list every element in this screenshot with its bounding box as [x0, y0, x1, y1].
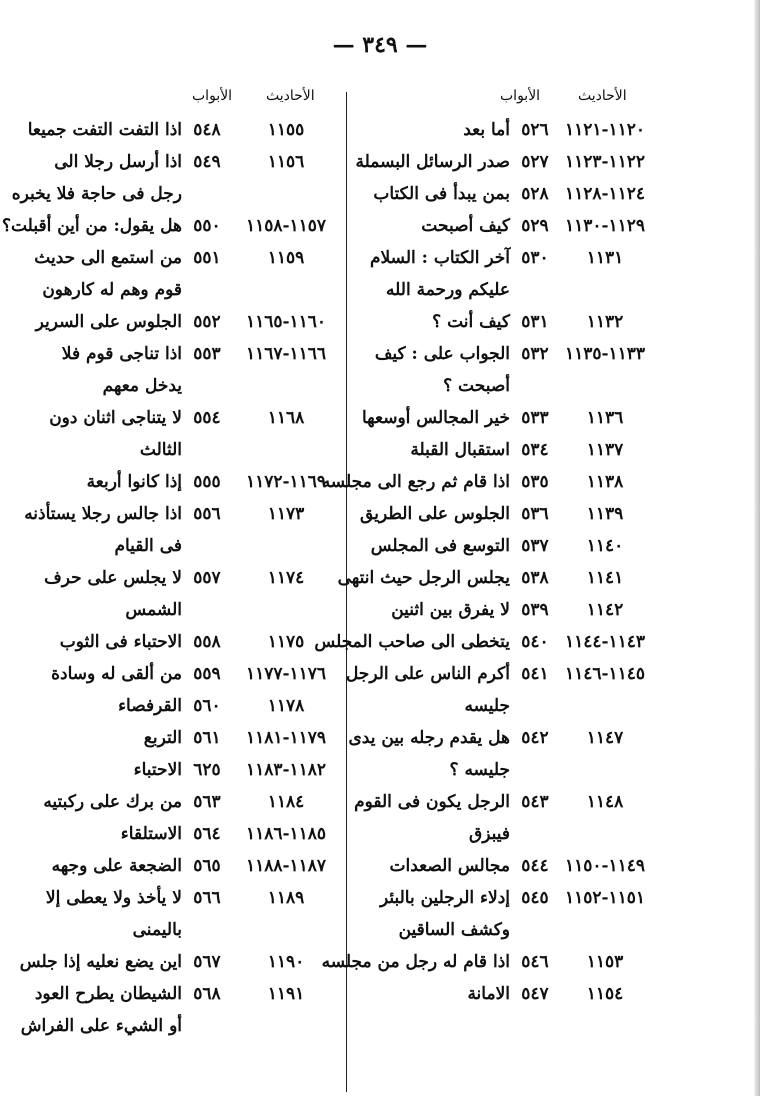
- index-entry: [360, 850, 690, 882]
- chapter-number: ٥٢٦: [521, 120, 549, 140]
- chapter-title-continuation: يدخل معهم: [102, 376, 182, 396]
- chapter-title: الرجل يكون فى القوم: [354, 792, 510, 812]
- index-entry: [22, 562, 352, 626]
- chapter-title-continuation: فيبزق: [469, 824, 510, 844]
- chapter-title: لا يتناجى اثنان دون: [49, 408, 182, 428]
- page-edge-shadow: [754, 0, 760, 1096]
- hadith-numbers: ١١٢٩-١١٣٠: [564, 216, 646, 236]
- chapter-number: ٥٤٦: [521, 952, 549, 972]
- chapter-number: ٥٢٧: [521, 152, 549, 172]
- chapter-title: استقبال القبلة: [410, 440, 510, 460]
- chapter-number: ٥٥٦: [193, 504, 221, 524]
- index-column-left: [1, 86, 352, 1042]
- chapter-number: ٥٤٢: [521, 728, 549, 748]
- hadith-numbers: ١١٥٧-١١٥٨: [245, 216, 327, 236]
- chapter-title: الضجعة على وجهه: [51, 856, 182, 876]
- index-entry: [22, 818, 352, 850]
- chapter-number: ٥٣٦: [521, 504, 549, 524]
- hadith-numbers: ١١٤٧: [586, 728, 624, 748]
- entries: [1, 114, 352, 1042]
- chapter-title: كيف أصبحت: [421, 216, 510, 236]
- hadith-numbers: ١١٤٠: [586, 536, 624, 556]
- hadith-numbers: ١١٦٩-١١٧٢: [245, 472, 327, 492]
- chapter-number: ٥٣٠: [521, 248, 549, 268]
- entry-line: [314, 626, 690, 658]
- chapter-number: ٥٥٨: [193, 632, 221, 652]
- index-entry: [1, 210, 352, 242]
- entry-line: [360, 850, 690, 882]
- chapter-number: ٥٣٣: [521, 408, 549, 428]
- chapter-title: آخر الكتاب : السلام: [370, 248, 510, 268]
- chapter-title: اذا التفت التفت جميعا: [27, 120, 182, 140]
- chapter-title: صدر الرسائل البسملة: [355, 152, 510, 172]
- hadith-numbers: ١١٤٩-١١٥٠: [564, 856, 646, 876]
- chapter-title: اذا جالس رجلا يستأذنه: [24, 504, 182, 524]
- chapter-title-continuation: رجل فى حاجة فلا يخبره: [11, 184, 182, 204]
- hadith-numbers: ١١٥٣: [586, 952, 624, 972]
- entry-line: [360, 306, 690, 338]
- chapter-title: اذا تناجى قوم فلا: [61, 344, 182, 364]
- index-entry: [22, 690, 352, 722]
- hadith-numbers: ١١٤٣-١١٤٤: [564, 632, 646, 652]
- hadith-numbers: ١١٥٦: [267, 152, 305, 172]
- index-entry: [360, 242, 690, 306]
- index-entry: [360, 178, 690, 210]
- chapter-title: بمن يبدأ فى الكتاب: [373, 184, 510, 204]
- chapter-number: ٥٥٩: [193, 664, 221, 684]
- chapter-number: ٥٥٤: [193, 408, 221, 428]
- entry-line: [360, 338, 690, 370]
- chapter-number: ٥٣١: [521, 312, 549, 332]
- chapter-title: من استمع الى حديث: [34, 248, 182, 268]
- chapter-number: ٥٣٧: [521, 536, 549, 556]
- chapter-title: يتخطى الى صاحب المجلس: [314, 632, 510, 652]
- entry-line: [22, 338, 352, 370]
- entry-line: [360, 434, 690, 466]
- chapter-title: الاحتباء: [133, 760, 182, 780]
- entry-continuation-line: [22, 530, 352, 562]
- index-entry: [348, 722, 690, 786]
- column-header: [360, 86, 690, 114]
- hadith-numbers: ١١٢٢-١١٢٣: [564, 152, 646, 172]
- index-entry: [22, 114, 352, 146]
- entry-line: [22, 562, 352, 594]
- chapter-number: ٥٦١: [193, 728, 221, 748]
- hadith-numbers: ١١٨٢-١١٨٣: [245, 760, 327, 780]
- chapter-title: هل يقول: من أين أقبلت؟: [1, 216, 182, 236]
- entry-line: [22, 626, 352, 658]
- hadith-numbers: ١١٢٠-١١٢١: [564, 120, 646, 140]
- hadith-numbers: ١١٧٨: [267, 696, 305, 716]
- header-abwab: الأبواب: [192, 88, 233, 104]
- index-entry: [360, 882, 690, 946]
- entry-line: [22, 978, 352, 1010]
- index-entry: [19, 946, 352, 978]
- hadith-numbers: ١١٨٩: [267, 888, 305, 908]
- hadith-numbers: ١١٧٥: [267, 632, 305, 652]
- index-entry: [360, 402, 690, 434]
- hadith-numbers: ١١٣٢: [586, 312, 624, 332]
- chapter-number: ٥٥١: [193, 248, 221, 268]
- chapter-number: ٥٣٥: [521, 472, 549, 492]
- chapter-title: إدلاء الرجلين بالبئر: [379, 888, 510, 908]
- chapter-number: ٥٦٧: [193, 952, 221, 972]
- index-entry: [22, 882, 352, 946]
- hadith-numbers: ١١٨٥-١١٨٦: [245, 824, 327, 844]
- entry-continuation-line: [22, 370, 352, 402]
- index-entry: [22, 402, 352, 466]
- hadith-numbers: ١١٢٤-١١٢٨: [564, 184, 646, 204]
- chapter-number: ٥٥٢: [193, 312, 221, 332]
- index-entry: [22, 754, 352, 786]
- index-entry: [314, 626, 690, 658]
- chapter-number: ٥٦٦: [193, 888, 221, 908]
- chapter-title: الاستلقاء: [120, 824, 182, 844]
- index-entry: [321, 466, 690, 498]
- entry-line: [360, 530, 690, 562]
- chapter-title: إذا كانوا أربعة: [86, 472, 182, 492]
- index-entry: [360, 498, 690, 530]
- chapter-number: ٥٦٠: [193, 696, 221, 716]
- hadith-numbers: ١١٧٣: [267, 504, 305, 524]
- chapter-number: ٥٢٩: [521, 216, 549, 236]
- chapter-title: خير المجالس أوسعها: [362, 408, 510, 428]
- entry-line: [360, 882, 690, 914]
- chapter-number: ٥٣٤: [521, 440, 549, 460]
- entry-line: [348, 722, 690, 754]
- chapter-number: ٥٤١: [521, 664, 549, 684]
- page-number: — ٣٤٩ —: [332, 32, 428, 58]
- entry-line: [22, 786, 352, 818]
- index-entry: [337, 562, 690, 594]
- hadith-numbers: ١١٣٩: [586, 504, 624, 524]
- hadith-numbers: ١١٥٤: [586, 984, 624, 1004]
- chapter-title: التوسع فى المجلس: [370, 536, 510, 556]
- entry-continuation-line: [22, 1010, 352, 1042]
- entry-line: [22, 722, 352, 754]
- entry-continuation-line: [360, 370, 690, 402]
- chapter-title: التربع: [143, 728, 182, 748]
- hadith-numbers: ١١٦٦-١١٦٧: [245, 344, 327, 364]
- chapter-title: أما بعد: [463, 120, 510, 140]
- entry-line: [355, 146, 690, 178]
- index-entry: [22, 978, 352, 1042]
- chapter-title: اذا قام ثم رجع الى مجلسه: [321, 472, 510, 492]
- index-entry: [360, 594, 690, 626]
- chapter-title: اذا أرسل رجلا الى: [54, 152, 182, 172]
- chapter-title-continuation: فى القيام: [114, 536, 182, 556]
- entry-continuation-line: [22, 434, 352, 466]
- hadith-numbers: ١١٩٠: [267, 952, 305, 972]
- hadith-numbers: ١١٤٨: [586, 792, 624, 812]
- chapter-number: ٥٦٣: [193, 792, 221, 812]
- entries: [314, 114, 690, 1010]
- index-entry: [22, 498, 352, 562]
- chapter-number: ٥٤٤: [521, 856, 549, 876]
- entry-continuation-line: [360, 914, 690, 946]
- index-entry: [355, 146, 690, 178]
- entry-line: [19, 946, 352, 978]
- chapter-number: ٥٤٧: [521, 984, 549, 1004]
- entry-line: [360, 978, 690, 1010]
- entry-line: [354, 786, 690, 818]
- hadith-numbers: ١١٣٦: [586, 408, 624, 428]
- index-entry: [345, 658, 690, 722]
- entry-continuation-line: [360, 274, 690, 306]
- hadith-numbers: ١١٦٠-١١٦٥: [245, 312, 327, 332]
- entry-line: [360, 178, 690, 210]
- entry-line: [22, 402, 352, 434]
- index-entry: [11, 146, 352, 210]
- chapter-title-continuation: الثالث: [139, 440, 182, 460]
- chapter-title-continuation: باليمنى: [132, 920, 182, 940]
- hadith-numbers: ١١٨٤: [267, 792, 305, 812]
- entry-line: [22, 690, 352, 722]
- index-entry: [22, 850, 352, 882]
- entry-line: [360, 498, 690, 530]
- chapter-title: الجلوس على الطريق: [360, 504, 510, 524]
- entry-line: [22, 754, 352, 786]
- hadith-numbers: ١١٤٢: [586, 600, 624, 620]
- hadith-numbers: ١١٣٣-١١٣٥: [564, 344, 646, 364]
- hadith-numbers: ١١٥٩: [267, 248, 305, 268]
- entry-line: [321, 946, 690, 978]
- entry-line: [22, 114, 352, 146]
- index-entry: [22, 306, 352, 338]
- entry-continuation-line: [360, 818, 690, 850]
- chapter-title-continuation: قوم وهم له كارهون: [42, 280, 182, 300]
- chapter-title: كيف أنت ؟: [432, 312, 510, 332]
- chapter-title: من برك على ركبتيه: [43, 792, 182, 812]
- index-column-right: [314, 86, 690, 1010]
- entry-continuation-line: [22, 594, 352, 626]
- chapter-title-continuation: أو الشيء على الفراش: [20, 1016, 182, 1036]
- hadith-numbers: ١١٣٨: [586, 472, 624, 492]
- chapter-number: ٦٢٥: [193, 760, 221, 780]
- chapter-title: مجالس الصعدات: [389, 856, 510, 876]
- chapter-number: ٥٤٥: [521, 888, 549, 908]
- entry-continuation-line: [360, 754, 690, 786]
- index-entry: [360, 434, 690, 466]
- chapter-title: لا يجلس على حرف: [44, 568, 182, 588]
- hadith-numbers: ١١٧٦-١١٧٧: [245, 664, 327, 684]
- entry-line: [360, 402, 690, 434]
- entry-line: [360, 210, 690, 242]
- entry-line: [360, 242, 690, 274]
- chapter-number: ٥٤٣: [521, 792, 549, 812]
- hadith-numbers: ١١٣١: [586, 248, 624, 268]
- chapter-title: أكرم الناس على الرجل: [345, 664, 510, 684]
- chapter-number: ٥٣٩: [521, 600, 549, 620]
- hadith-numbers: ١١٤١: [586, 568, 624, 588]
- chapter-number: ٥٤٨: [193, 120, 221, 140]
- hadith-numbers: ١١٥١-١١٥٢: [564, 888, 646, 908]
- entry-continuation-line: [22, 274, 352, 306]
- entry-line: [345, 658, 690, 690]
- chapter-title: اين يضع نعليه إذا جلس: [19, 952, 182, 972]
- header-hadith: الأحاديث: [578, 88, 627, 104]
- chapter-number: ٥٤٩: [193, 152, 221, 172]
- entry-line: [360, 114, 690, 146]
- chapter-title-continuation: وكشف الساقين: [398, 920, 510, 940]
- chapter-number: ٥٣٨: [521, 568, 549, 588]
- index-entry: [22, 786, 352, 818]
- chapter-title: يجلس الرجل حيث انتهى: [337, 568, 510, 588]
- chapter-title: القرفصاء: [118, 696, 182, 716]
- index-entry: [22, 722, 352, 754]
- chapter-title: لا يأخذ ولا يعطى إلا: [45, 888, 182, 908]
- index-entry: [354, 786, 690, 850]
- index-entry: [22, 242, 352, 306]
- entry-line: [22, 882, 352, 914]
- chapter-title: الامانة: [467, 984, 510, 1004]
- hadith-numbers: ١١٧٩-١١٨١: [245, 728, 327, 748]
- chapter-number: ٥٥٧: [193, 568, 221, 588]
- index-entry: [22, 466, 352, 498]
- index-entry: [360, 210, 690, 242]
- entry-line: [22, 498, 352, 530]
- entry-line: [22, 242, 352, 274]
- entry-line: [1, 210, 352, 242]
- hadith-numbers: ١١٦٨: [267, 408, 305, 428]
- hadith-numbers: ١١٥٥: [267, 120, 305, 140]
- hadith-numbers: ١١٩١: [267, 984, 305, 1004]
- chapter-title-continuation: أصبحت ؟: [443, 376, 510, 396]
- chapter-title: الجواب على : كيف: [374, 344, 510, 364]
- entry-line: [22, 146, 352, 178]
- chapter-title-continuation: جليسه ؟: [449, 760, 510, 780]
- hadith-numbers: ١١٧٤: [267, 568, 305, 588]
- index-entry: [22, 658, 352, 690]
- column-header: [22, 86, 352, 114]
- chapter-number: ٥٥٣: [193, 344, 221, 364]
- chapter-number: ٥٤٠: [521, 632, 549, 652]
- header-hadith: الأحاديث: [266, 88, 315, 104]
- chapter-number: ٥٢٨: [521, 184, 549, 204]
- entry-line: [360, 594, 690, 626]
- chapter-title-continuation: الشمس: [125, 600, 182, 620]
- index-entry: [360, 530, 690, 562]
- header-abwab: الأبواب: [500, 88, 541, 104]
- index-entry: [22, 626, 352, 658]
- chapter-title-continuation: عليكم ورحمة الله: [386, 280, 510, 300]
- index-entry: [360, 978, 690, 1010]
- chapter-number: ٥٦٥: [193, 856, 221, 876]
- index-entry: [360, 306, 690, 338]
- hadith-numbers: ١١٨٧-١١٨٨: [245, 856, 327, 876]
- chapter-number: ٥٦٤: [193, 824, 221, 844]
- entry-line: [22, 658, 352, 690]
- chapter-title: هل يقدم رجله بين يدى: [348, 728, 510, 748]
- entry-continuation-line: [360, 690, 690, 722]
- entry-line: [22, 850, 352, 882]
- chapter-number: ٥٣٢: [521, 344, 549, 364]
- hadith-numbers: ١١٣٧: [586, 440, 624, 460]
- entry-line: [22, 818, 352, 850]
- chapter-title: من ألقى له وسادة: [51, 664, 182, 684]
- index-entry: [360, 114, 690, 146]
- entry-line: [22, 306, 352, 338]
- chapter-title-continuation: جليسه: [464, 696, 510, 716]
- index-entry: [360, 338, 690, 402]
- index-entry: [22, 338, 352, 402]
- entry-line: [22, 466, 352, 498]
- chapter-number: ٥٥٠: [193, 216, 221, 236]
- chapter-title: اذا قام له رجل من مجلسه: [321, 952, 510, 972]
- chapter-title: الشيطان يطرح العود: [34, 984, 182, 1004]
- chapter-title: الاحتباء فى الثوب: [59, 632, 182, 652]
- entry-continuation-line: [11, 178, 352, 210]
- chapter-number: ٥٦٨: [193, 984, 221, 1004]
- chapter-title: لا يفرق بين اثنين: [391, 600, 510, 620]
- entry-line: [337, 562, 690, 594]
- hadith-numbers: ١١٤٥-١١٤٦: [564, 664, 646, 684]
- index-entry: [321, 946, 690, 978]
- entry-continuation-line: [22, 914, 352, 946]
- entry-line: [321, 466, 690, 498]
- chapter-title: الجلوس على السرير: [35, 312, 182, 332]
- chapter-number: ٥٥٥: [193, 472, 221, 492]
